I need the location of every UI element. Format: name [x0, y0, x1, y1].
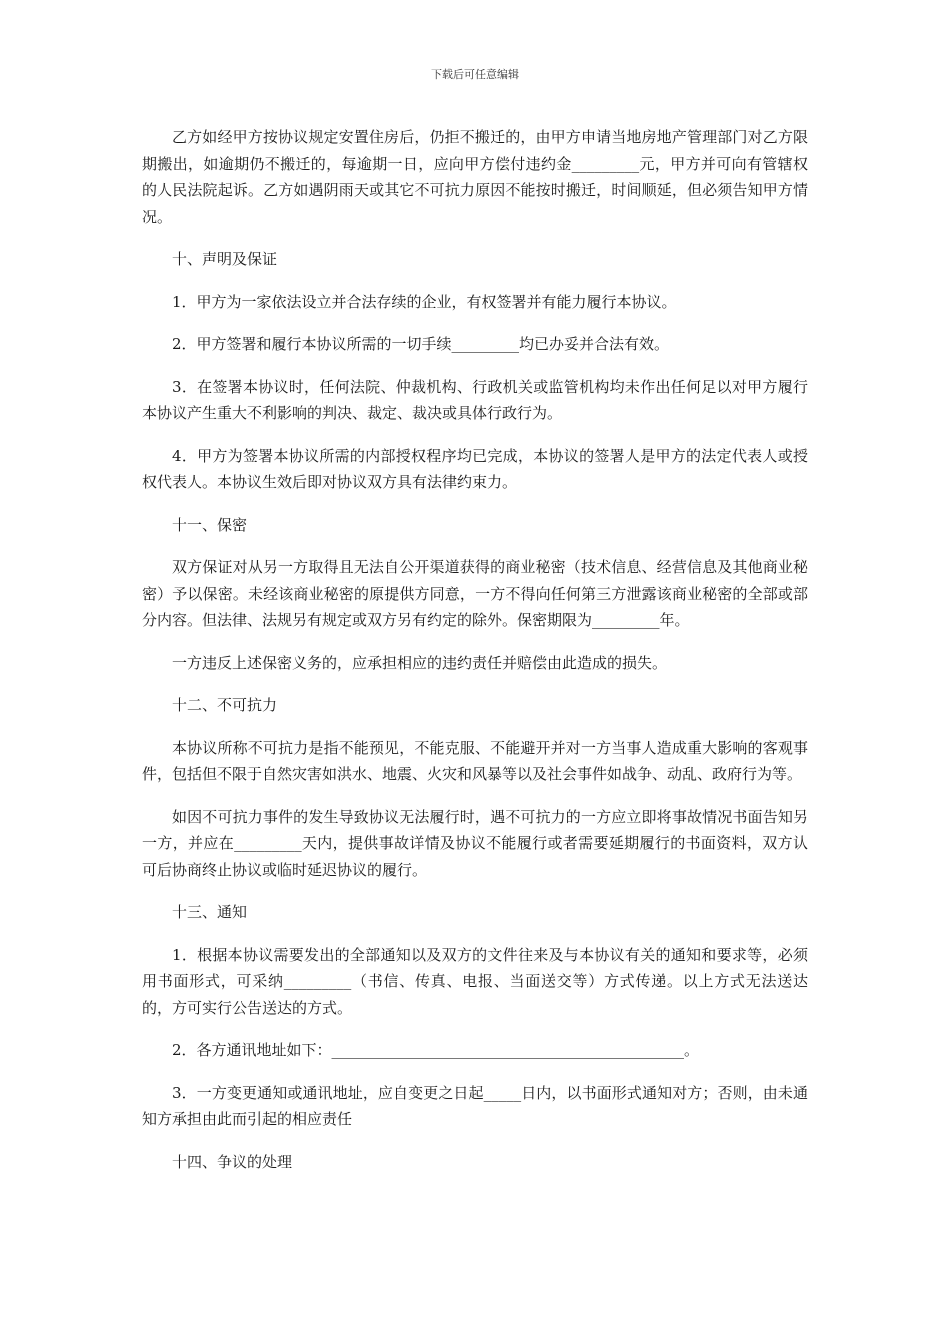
- clause-13-3: 3．一方变更通知或通讯地址，应自变更之日起_____日内，以书面形式通知对方；否则，由未通知方承担由此而引起的相应责任: [142, 1083, 808, 1128]
- clause-10-3: 3．在签署本协议时，任何法院、仲裁机构、行政机关或监管机构均未作出任何足以对甲方履行本协议产生重大不利影响的判决、裁定、裁决或具体行政行为。: [142, 377, 808, 422]
- clause-10-4: 4．甲方为签署本协议所需的内部授权程序均已完成，本协议的签署人是甲方的法定代表人或授权代表人。本协议生效后即对协议双方具有法律约束力。: [142, 446, 808, 491]
- paragraph-relocation-penalty: 乙方如经甲方按协议规定安置住房后，仍拒不搬迁的，由甲方申请当地房地产管理部门对乙方限期搬出，如逾期仍不搬迁的，每逾期一日，应向甲方偿付违约金_________元，甲方并可向有管辖权的人民法院起诉。乙方如遇阴雨天或其它不可抗力原因不能按时搬迁，时间顺延，但必须告知甲方情况。: [142, 128, 808, 226]
- clause-13-1: 1．根据本协议需要发出的全部通知以及双方的文件往来及与本协议有关的通知和要求等，必须用书面形式，可采纳_________（书信、传真、电报、当面送交等）方式传递。以上方式无法送达的，方可实行公告送达的方式。: [142, 945, 808, 1017]
- section-heading-11: 十一、保密: [172, 515, 248, 534]
- paragraph-confidentiality-breach: 一方违反上述保密义务的，应承担相应的违约责任并赔偿由此造成的损失。: [172, 653, 668, 672]
- paragraph-confidentiality: 双方保证对从另一方取得且无法自公开渠道获得的商业秘密（技术信息、经营信息及其他商业秘密）予以保密。未经该商业秘密的原提供方同意，一方不得向任何第三方泄露该商业秘密的全部或部分内容。但法律、法规另有规定或双方另有约定的除外。保密期限为_________年。: [142, 558, 808, 629]
- clause-10-1: 1．甲方为一家依法设立并合法存续的企业，有权签署并有能力履行本协议。: [172, 292, 677, 311]
- document-body: [142, 124, 808, 1191]
- section-heading-14: 十四、争议的处理: [172, 1152, 293, 1171]
- paragraph-force-majeure-notice: 如因不可抗力事件的发生导致协议无法履行时，遇不可抗力的一方应立即将事故情况书面告知另一方，并应在_________天内，提供事故详情及协议不能履行或者需要延期履行的书面资料，双方认可后协商终止协议或临时延迟协议的履行。: [142, 807, 808, 879]
- clause-13-2: 2．各方通讯地址如下：_______________________________________________。: [172, 1041, 700, 1059]
- section-heading-10: 十、声明及保证: [172, 250, 278, 268]
- clause-10-2: 2．甲方签署和履行本协议所需的一切手续_________均已办妥并合法有效。: [172, 335, 670, 353]
- paragraph-force-majeure-definition: 本协议所称不可抗力是指不能预见，不能克服、不能避开并对一方当事人造成重大影响的客观事件，包括但不限于自然灾害如洪水、地震、火灾和风暴等以及社会事件如战争、动乱、政府行为等。: [142, 738, 808, 783]
- section-heading-13: 十三、通知: [172, 903, 248, 921]
- section-heading-12: 十二、不可抗力: [172, 696, 278, 714]
- page-header: 下载后可任意编辑: [431, 68, 519, 81]
